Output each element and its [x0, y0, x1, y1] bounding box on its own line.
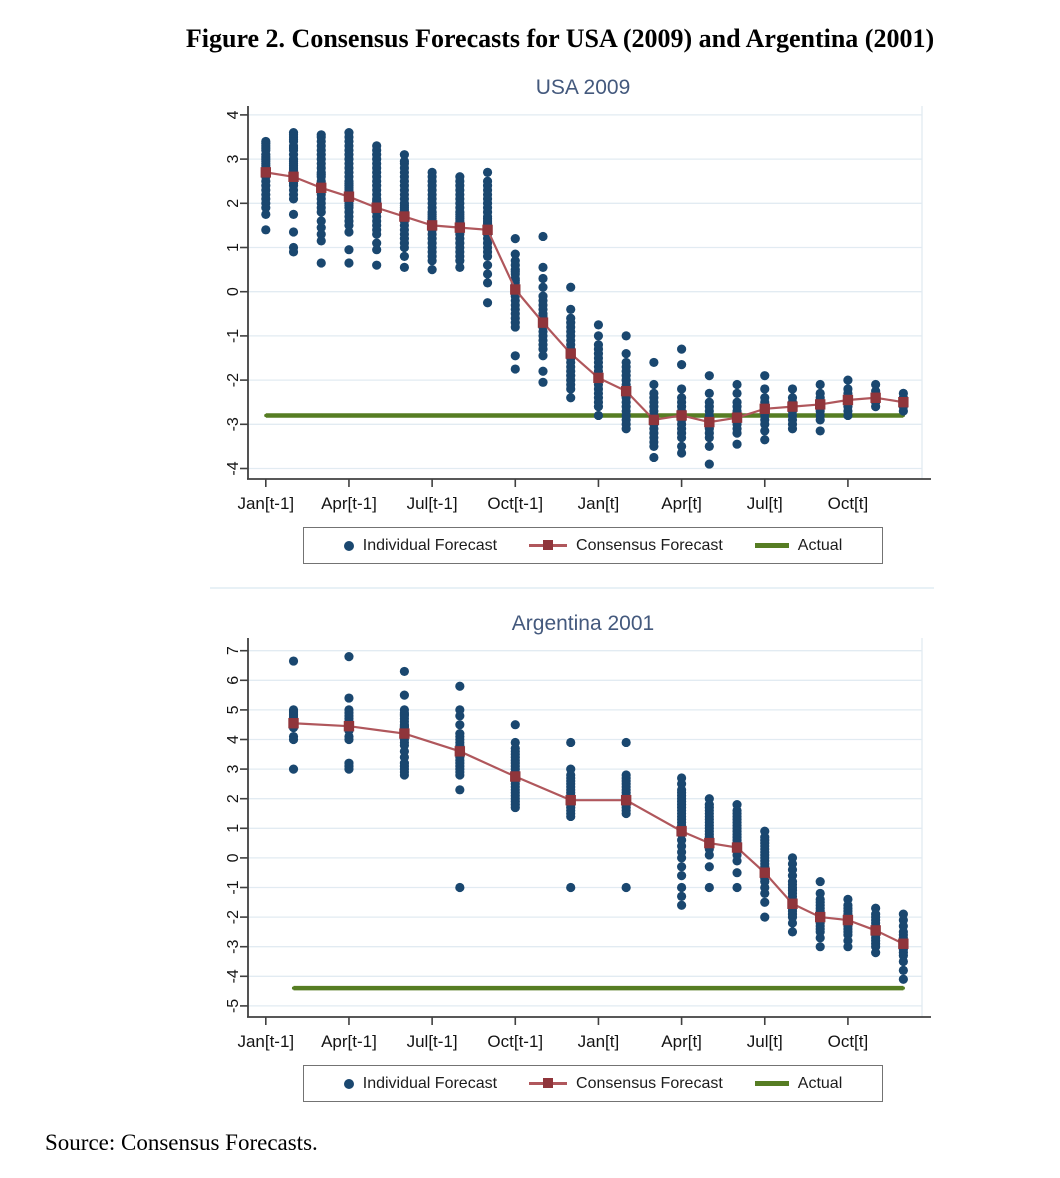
legend-label-individual: Individual Forecast — [362, 536, 498, 554]
legend-label-individual: Individual Forecast — [362, 1074, 498, 1092]
legend-entry-actual — [755, 537, 842, 555]
svg-text:-4: -4 — [225, 461, 242, 476]
svg-text:1: 1 — [225, 243, 242, 252]
legend-usa — [303, 527, 883, 564]
svg-text:4: 4 — [225, 110, 242, 120]
chart-argentina — [225, 638, 931, 1051]
actual-line — [264, 414, 905, 417]
svg-text:-1: -1 — [225, 880, 242, 895]
legend-argentina — [303, 1065, 883, 1102]
svg-text:Oct[t-1]: Oct[t-1] — [487, 1032, 544, 1051]
svg-text:-5: -5 — [225, 998, 242, 1014]
svg-text:Jul[t]: Jul[t] — [746, 494, 783, 513]
individual-forecast-dots — [289, 652, 908, 984]
chart-usa — [225, 106, 931, 513]
svg-text:1: 1 — [225, 823, 242, 833]
svg-text:0: 0 — [225, 853, 242, 863]
consensus-forecast-marker-icon — [529, 540, 567, 551]
legend-entry-actual — [755, 1075, 842, 1093]
panel-divider — [210, 587, 934, 589]
legend-label-consensus: Consensus Forecast — [576, 536, 723, 554]
legend-entry-individual — [344, 1075, 497, 1093]
svg-text:-1: -1 — [225, 328, 242, 344]
svg-text:Apr[t-1]: Apr[t-1] — [321, 1032, 377, 1051]
svg-text:2: 2 — [225, 794, 242, 804]
actual-line-marker-icon — [755, 543, 789, 548]
consensus-forecast-series — [288, 718, 908, 949]
svg-text:Jan[t]: Jan[t] — [577, 494, 620, 513]
svg-text:-2: -2 — [225, 909, 242, 925]
individual-forecast-marker-icon — [344, 1079, 354, 1089]
y-axis-labels — [225, 646, 248, 1013]
svg-text:Jul[t-1]: Jul[t-1] — [406, 1032, 458, 1051]
svg-text:3: 3 — [225, 764, 242, 774]
svg-text:7: 7 — [225, 646, 242, 656]
consensus-forecast-series — [261, 167, 909, 427]
legend-label-actual: Actual — [797, 536, 843, 554]
chart-title-usa: USA 2009 — [535, 76, 631, 99]
svg-text:Jul[t-1]: Jul[t-1] — [406, 494, 458, 513]
svg-text:-4: -4 — [225, 969, 242, 984]
svg-text:4: 4 — [225, 735, 242, 744]
x-axis-labels — [237, 479, 868, 513]
individual-forecast-marker-icon — [344, 541, 354, 551]
legend-entry-consensus — [529, 1075, 723, 1093]
svg-text:-2: -2 — [225, 372, 242, 388]
svg-text:Oct[t]: Oct[t] — [827, 1032, 869, 1051]
legend-entry-consensus — [529, 537, 723, 555]
svg-text:Jan[t-1]: Jan[t-1] — [237, 1032, 295, 1051]
svg-text:-3: -3 — [225, 417, 242, 432]
legend-label-actual: Actual — [797, 1074, 843, 1092]
x-axis-labels — [237, 1017, 868, 1051]
svg-text:3: 3 — [225, 154, 242, 164]
svg-text:Jan[t-1]: Jan[t-1] — [237, 494, 295, 513]
svg-text:Apr[t]: Apr[t] — [661, 494, 702, 513]
svg-text:Oct[t]: Oct[t] — [827, 494, 869, 513]
legend-entry-individual — [344, 537, 497, 555]
svg-text:Jan[t]: Jan[t] — [577, 1032, 620, 1051]
svg-text:5: 5 — [225, 705, 242, 715]
svg-text:6: 6 — [225, 675, 242, 685]
y-axis-labels — [225, 110, 248, 475]
chart-title-argentina: Argentina 2001 — [511, 612, 655, 635]
actual-line-marker-icon — [755, 1081, 789, 1086]
svg-text:0: 0 — [225, 287, 242, 297]
svg-text:-3: -3 — [225, 939, 242, 954]
source-note: Source: Consensus Forecasts. — [45, 1130, 318, 1155]
svg-text:Jul[t]: Jul[t] — [746, 1032, 783, 1051]
svg-text:Apr[t]: Apr[t] — [661, 1032, 702, 1051]
svg-text:Apr[t-1]: Apr[t-1] — [321, 494, 377, 513]
svg-text:2: 2 — [225, 198, 242, 208]
consensus-forecast-marker-icon — [529, 1078, 567, 1089]
legend-label-consensus: Consensus Forecast — [576, 1074, 723, 1092]
svg-text:Oct[t-1]: Oct[t-1] — [487, 494, 544, 513]
actual-line — [292, 987, 905, 990]
figure-title: Figure 2. Consensus Forecasts for USA (2009) and Argentina (2001) — [185, 24, 935, 53]
